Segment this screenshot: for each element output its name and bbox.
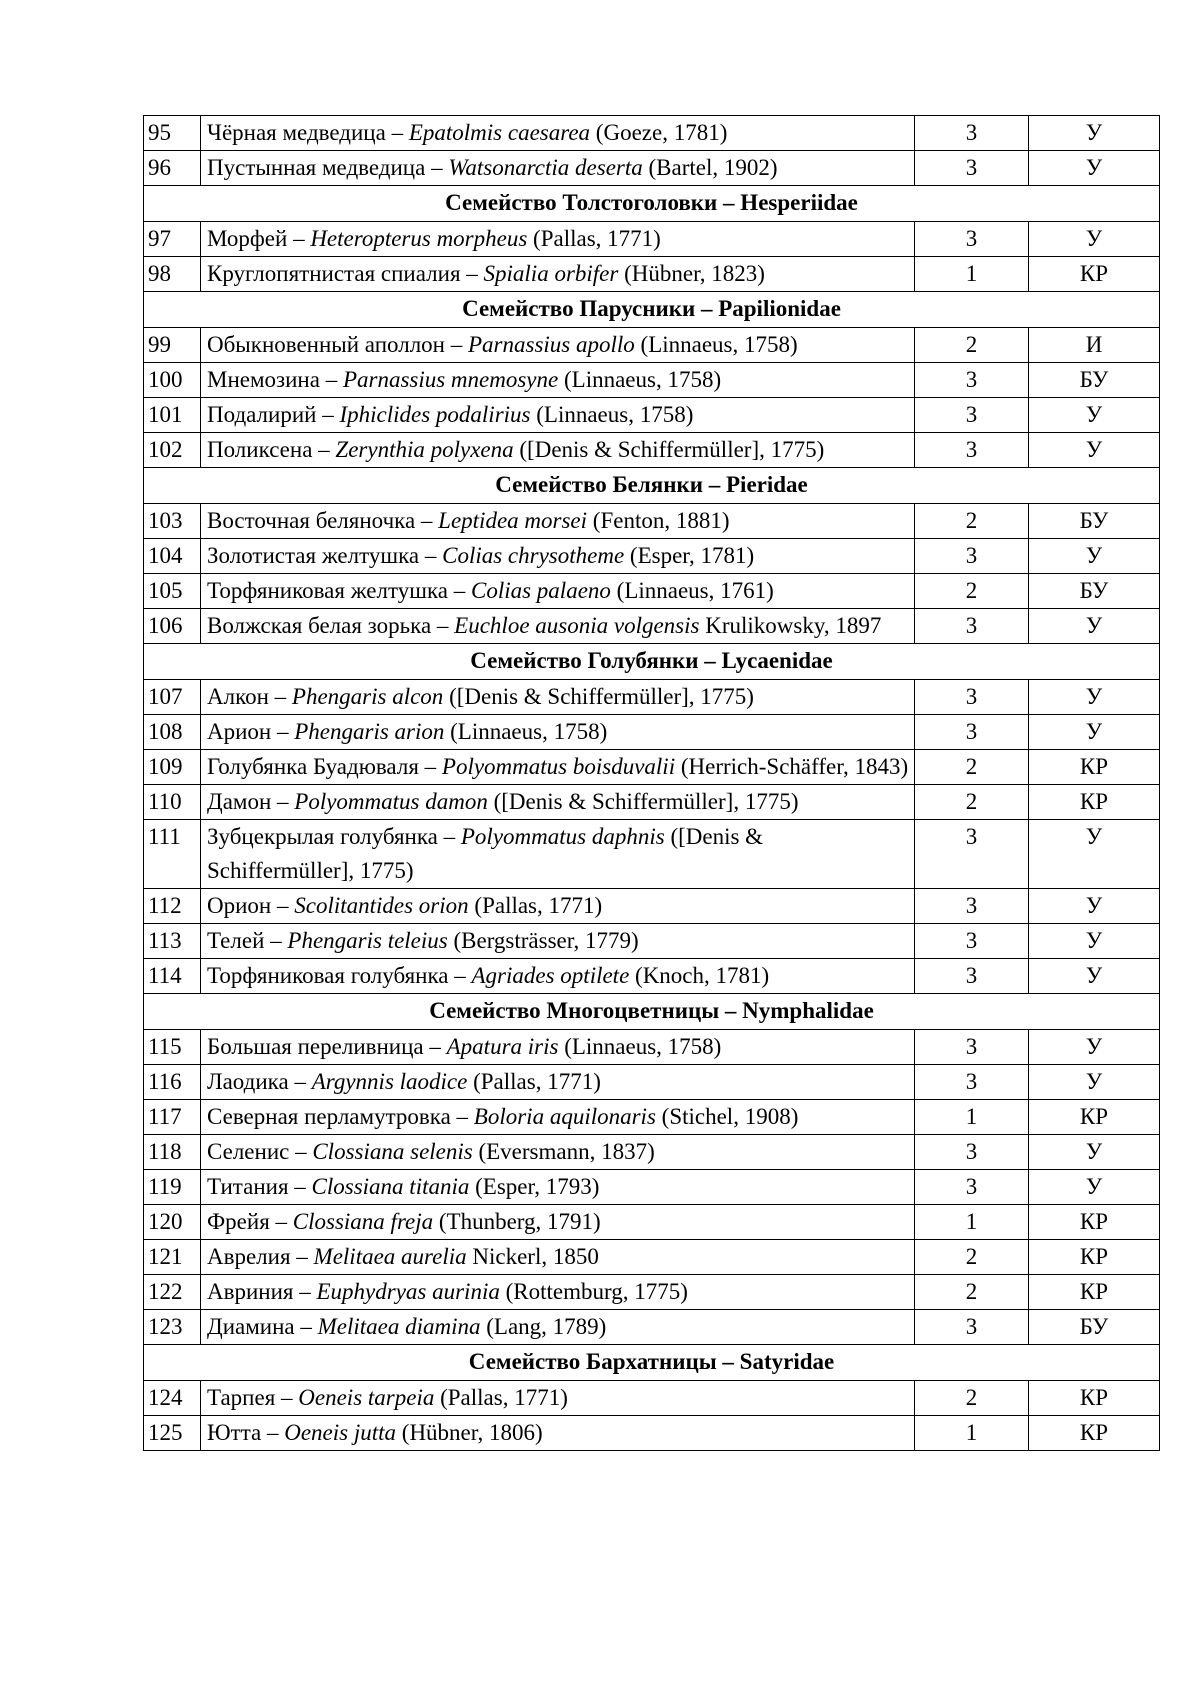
- species-number: 106: [144, 609, 201, 644]
- species-description: [201, 1065, 915, 1100]
- name-separator: –: [447, 578, 471, 603]
- name-separator: –: [418, 754, 442, 779]
- species-scientific-name: Polyommatus damon: [294, 789, 488, 814]
- name-separator: –: [450, 1104, 474, 1129]
- species-description: [201, 363, 915, 398]
- species-scientific-name: Phengaris arion: [294, 719, 445, 744]
- species-description: [201, 924, 915, 959]
- species-authority: (Stichel, 1908): [655, 1104, 799, 1129]
- species-number: 124: [144, 1381, 201, 1416]
- species-number: 123: [144, 1310, 201, 1345]
- species-authority: ([Denis & Schiffermüller], 1775): [487, 789, 799, 814]
- rarity-category: 3: [915, 820, 1029, 889]
- species-authority: (Pallas, 1771): [434, 1385, 568, 1410]
- species-number: 104: [144, 539, 201, 574]
- species-row: [144, 750, 1160, 785]
- family-header-row: [144, 994, 1160, 1030]
- protection-status: КР: [1029, 1416, 1160, 1451]
- species-row: [144, 574, 1160, 609]
- species-number: 101: [144, 398, 201, 433]
- species-number: 103: [144, 504, 201, 539]
- species-row: [144, 1310, 1160, 1345]
- species-number: 109: [144, 750, 201, 785]
- species-scientific-name: Oeneis tarpeia: [298, 1385, 435, 1410]
- species-scientific-name: Leptidea morsei: [438, 508, 588, 533]
- protection-status: КР: [1029, 257, 1160, 292]
- species-authority: (Fenton, 1881): [587, 508, 730, 533]
- rarity-category: 3: [915, 433, 1029, 468]
- species-table: [143, 115, 1160, 1451]
- name-separator: –: [312, 437, 336, 462]
- species-row: [144, 1205, 1160, 1240]
- name-separator: –: [261, 1420, 285, 1445]
- species-russian-name: Волжская белая зорька: [207, 613, 432, 638]
- species-description: [201, 889, 915, 924]
- species-scientific-name: Zerynthia polyxena: [335, 437, 514, 462]
- rarity-category: 2: [915, 328, 1029, 363]
- protection-status: У: [1029, 398, 1160, 433]
- family-title: Семейство Парусники – Papilionidae: [144, 292, 1160, 328]
- species-scientific-name: Agriades optilete: [471, 963, 630, 988]
- species-number: 98: [144, 257, 201, 292]
- protection-status: КР: [1029, 750, 1160, 785]
- name-separator: –: [385, 120, 409, 145]
- species-number: 115: [144, 1030, 201, 1065]
- species-description: [201, 1100, 915, 1135]
- species-number: 114: [144, 959, 201, 994]
- species-number: 105: [144, 574, 201, 609]
- rarity-category: 3: [915, 924, 1029, 959]
- species-row: [144, 504, 1160, 539]
- species-authority: (Pallas, 1771): [467, 1069, 601, 1094]
- name-separator: –: [460, 261, 484, 286]
- species-russian-name: Фрейя: [207, 1209, 270, 1234]
- name-separator: –: [316, 402, 340, 427]
- species-row: [144, 539, 1160, 574]
- species-description: [201, 222, 915, 257]
- species-scientific-name: Epatolmis caesarea: [408, 120, 591, 145]
- rarity-category: 3: [915, 116, 1029, 151]
- name-separator: –: [271, 789, 295, 814]
- name-separator: –: [268, 684, 292, 709]
- species-scientific-name: Colias chrysotheme: [442, 543, 625, 568]
- species-row: [144, 151, 1160, 186]
- family-title: Семейство Голубянки – Lycaenidae: [144, 644, 1160, 680]
- rarity-category: 3: [915, 151, 1029, 186]
- species-description: [201, 433, 915, 468]
- species-scientific-name: Phengaris alcon: [291, 684, 444, 709]
- species-scientific-name: Polyommatus daphnis: [460, 824, 665, 849]
- species-scientific-name: Boloria aquilonaris: [473, 1104, 656, 1129]
- species-authority: ([Denis & Schiffermüller], 1775): [513, 437, 825, 462]
- species-russian-name: Селенис: [207, 1139, 290, 1164]
- species-row: [144, 680, 1160, 715]
- species-row: [144, 116, 1160, 151]
- rarity-category: 2: [915, 750, 1029, 785]
- species-number: 97: [144, 222, 201, 257]
- protection-status: У: [1029, 680, 1160, 715]
- species-number: 120: [144, 1205, 201, 1240]
- species-authority: (Hübner, 1806): [396, 1420, 543, 1445]
- family-title: Семейство Бархатницы – Satyridae: [144, 1345, 1160, 1381]
- species-russian-name: Авриния: [207, 1279, 294, 1304]
- species-number: 113: [144, 924, 201, 959]
- rarity-category: 3: [915, 715, 1029, 750]
- species-row: [144, 1030, 1160, 1065]
- species-scientific-name: Scolitantides orion: [294, 893, 469, 918]
- species-description: [201, 820, 915, 889]
- rarity-category: 3: [915, 539, 1029, 574]
- species-row: [144, 398, 1160, 433]
- species-scientific-name: Melitaea aurelia: [313, 1244, 467, 1269]
- species-description: [201, 750, 915, 785]
- species-russian-name: Диамина: [207, 1314, 295, 1339]
- rarity-category: 2: [915, 1381, 1029, 1416]
- protection-status: У: [1029, 539, 1160, 574]
- species-number: 122: [144, 1275, 201, 1310]
- species-description: [201, 574, 915, 609]
- species-row: [144, 363, 1160, 398]
- species-description: [201, 1170, 915, 1205]
- species-description: [201, 1416, 915, 1451]
- species-number: 112: [144, 889, 201, 924]
- rarity-category: 3: [915, 1310, 1029, 1345]
- species-description: [201, 328, 915, 363]
- protection-status: БУ: [1029, 504, 1160, 539]
- species-scientific-name: Watsonarctia deserta: [448, 155, 643, 180]
- species-russian-name: Северная перламутровка: [207, 1104, 451, 1129]
- species-russian-name: Зубцекрылая голубянка: [207, 824, 438, 849]
- species-number: 95: [144, 116, 201, 151]
- species-russian-name: Поликсена: [207, 437, 313, 462]
- species-row: [144, 609, 1160, 644]
- protection-status: КР: [1029, 1275, 1160, 1310]
- species-number: 102: [144, 433, 201, 468]
- species-authority: (Thunberg, 1791): [433, 1209, 601, 1234]
- name-separator: –: [264, 928, 288, 953]
- rarity-category: 1: [915, 1416, 1029, 1451]
- family-header-row: [144, 1345, 1160, 1381]
- protection-status: У: [1029, 222, 1160, 257]
- species-row: [144, 222, 1160, 257]
- rarity-category: 1: [915, 257, 1029, 292]
- species-scientific-name: Euchloe ausonia volgensis: [454, 613, 700, 638]
- species-row: [144, 924, 1160, 959]
- species-russian-name: Мнемозина: [207, 367, 320, 392]
- species-scientific-name: Oeneis jutta: [284, 1420, 397, 1445]
- name-separator: –: [448, 963, 472, 988]
- name-separator: –: [415, 508, 439, 533]
- species-russian-name: Титания: [207, 1174, 289, 1199]
- species-scientific-name: Polyommatus boisduvalii: [441, 754, 676, 779]
- protection-status: КР: [1029, 1205, 1160, 1240]
- species-russian-name: Морфей: [207, 226, 288, 251]
- species-russian-name: Телей: [207, 928, 265, 953]
- species-authority: (Linnaeus, 1758): [558, 1034, 722, 1059]
- name-separator: –: [271, 893, 295, 918]
- species-row: [144, 1065, 1160, 1100]
- species-russian-name: Ютта: [207, 1420, 262, 1445]
- species-number: 119: [144, 1170, 201, 1205]
- species-description: [201, 398, 915, 433]
- protection-status: У: [1029, 1065, 1160, 1100]
- protection-status: У: [1029, 1030, 1160, 1065]
- species-authority: (Eversmann, 1837): [472, 1139, 655, 1164]
- species-row: [144, 820, 1160, 889]
- family-header-row: [144, 186, 1160, 222]
- protection-status: КР: [1029, 785, 1160, 820]
- species-authority: (Linnaeus, 1758): [558, 367, 722, 392]
- rarity-category: 3: [915, 1170, 1029, 1205]
- species-description: [201, 1030, 915, 1065]
- name-separator: –: [437, 824, 461, 849]
- species-number: 121: [144, 1240, 201, 1275]
- species-authority: (Knoch, 1781): [629, 963, 770, 988]
- species-authority: ([Denis & Schiffermüller], 1775): [207, 824, 764, 883]
- species-russian-name: Лаодика: [207, 1069, 289, 1094]
- species-authority: (Rottemburg, 1775): [499, 1279, 688, 1304]
- species-authority: (Bartel, 1902): [642, 155, 778, 180]
- protection-status: БУ: [1029, 1310, 1160, 1345]
- species-number: 117: [144, 1100, 201, 1135]
- protection-status: У: [1029, 433, 1160, 468]
- species-russian-name: Дамон: [207, 789, 272, 814]
- rarity-category: 3: [915, 1135, 1029, 1170]
- rarity-category: 3: [915, 363, 1029, 398]
- species-row: [144, 1381, 1160, 1416]
- species-russian-name: Тарпея: [207, 1385, 276, 1410]
- species-row: [144, 1416, 1160, 1451]
- protection-status: У: [1029, 1170, 1160, 1205]
- protection-status: И: [1029, 328, 1160, 363]
- species-russian-name: Золотистая желтушка: [207, 543, 420, 568]
- species-number: 100: [144, 363, 201, 398]
- species-scientific-name: Argynnis laodice: [311, 1069, 468, 1094]
- species-description: [201, 680, 915, 715]
- species-number: 110: [144, 785, 201, 820]
- species-russian-name: Пустынная медведица: [207, 155, 426, 180]
- species-authority: (Goeze, 1781): [590, 120, 728, 145]
- name-separator: –: [294, 1314, 318, 1339]
- name-separator: –: [290, 1244, 314, 1269]
- rarity-category: 3: [915, 1065, 1029, 1100]
- protection-status: У: [1029, 151, 1160, 186]
- rarity-category: 3: [915, 959, 1029, 994]
- species-description: [201, 959, 915, 994]
- species-scientific-name: Clossiana selenis: [312, 1139, 473, 1164]
- species-number: 125: [144, 1416, 201, 1451]
- species-russian-name: Орион: [207, 893, 272, 918]
- rarity-category: 3: [915, 1030, 1029, 1065]
- name-separator: –: [293, 1279, 317, 1304]
- species-scientific-name: Heteropterus morpheus: [310, 226, 528, 251]
- species-russian-name: Торфяниковая голубянка: [207, 963, 449, 988]
- species-description: [201, 715, 915, 750]
- protection-status: У: [1029, 715, 1160, 750]
- species-number: 96: [144, 151, 201, 186]
- species-russian-name: Подалирий: [207, 402, 317, 427]
- species-description: [201, 151, 915, 186]
- species-russian-name: Торфяниковая желтушка: [207, 578, 448, 603]
- species-row: [144, 328, 1160, 363]
- species-authority: (Linnaeus, 1758): [634, 332, 798, 357]
- rarity-category: 2: [915, 574, 1029, 609]
- species-description: [201, 504, 915, 539]
- species-scientific-name: Spialia orbifer: [483, 261, 619, 286]
- species-row: [144, 959, 1160, 994]
- species-scientific-name: Iphiclides podalirius: [339, 402, 531, 427]
- species-russian-name: Восточная беляночка: [207, 508, 416, 533]
- species-description: [201, 1135, 915, 1170]
- species-authority: Nickerl, 1850: [466, 1244, 599, 1269]
- species-russian-name: Большая переливница: [207, 1034, 424, 1059]
- species-authority: (Linnaeus, 1758): [444, 719, 608, 744]
- rarity-category: 3: [915, 222, 1029, 257]
- species-authority: (Hübner, 1823): [618, 261, 765, 286]
- species-row: [144, 433, 1160, 468]
- species-scientific-name: Clossiana titania: [311, 1174, 470, 1199]
- protection-status: У: [1029, 820, 1160, 889]
- species-russian-name: Круглопятнистая спиалия: [207, 261, 461, 286]
- rarity-category: 2: [915, 504, 1029, 539]
- species-russian-name: Аврелия: [207, 1244, 291, 1269]
- rarity-category: 2: [915, 785, 1029, 820]
- name-separator: –: [275, 1385, 299, 1410]
- species-number: 111: [144, 820, 201, 889]
- rarity-category: 1: [915, 1100, 1029, 1135]
- species-description: [201, 1275, 915, 1310]
- protection-status: КР: [1029, 1100, 1160, 1135]
- species-number: 116: [144, 1065, 201, 1100]
- name-separator: –: [271, 719, 295, 744]
- species-description: [201, 1240, 915, 1275]
- name-separator: –: [431, 613, 455, 638]
- species-description: [201, 116, 915, 151]
- species-russian-name: Алкон: [207, 684, 269, 709]
- species-russian-name: Чёрная медведица: [207, 120, 386, 145]
- name-separator: –: [289, 1139, 313, 1164]
- species-russian-name: Голубянка Буадюваля: [207, 754, 419, 779]
- rarity-category: 3: [915, 680, 1029, 715]
- name-separator: –: [269, 1209, 293, 1234]
- species-scientific-name: Parnassius mnemosyne: [342, 367, 559, 392]
- species-number: 99: [144, 328, 201, 363]
- name-separator: –: [319, 367, 343, 392]
- species-row: [144, 257, 1160, 292]
- species-authority: (Esper, 1781): [624, 543, 755, 568]
- species-scientific-name: Apatura iris: [446, 1034, 559, 1059]
- name-separator: –: [288, 1069, 312, 1094]
- species-russian-name: Арион: [207, 719, 272, 744]
- species-authority: (Linnaeus, 1758): [530, 402, 694, 427]
- protection-status: У: [1029, 609, 1160, 644]
- species-number: 118: [144, 1135, 201, 1170]
- protection-status: КР: [1029, 1240, 1160, 1275]
- species-row: [144, 889, 1160, 924]
- protection-status: У: [1029, 1135, 1160, 1170]
- species-row: [144, 785, 1160, 820]
- species-description: [201, 609, 915, 644]
- species-scientific-name: Melitaea diamina: [317, 1314, 481, 1339]
- species-number: 107: [144, 680, 201, 715]
- rarity-category: 3: [915, 889, 1029, 924]
- species-scientific-name: Euphydryas aurinia: [316, 1279, 500, 1304]
- protection-status: У: [1029, 889, 1160, 924]
- species-number: 108: [144, 715, 201, 750]
- species-authority: (Bergsträsser, 1779): [447, 928, 639, 953]
- species-authority: (Linnaeus, 1761): [610, 578, 774, 603]
- name-separator: –: [445, 332, 468, 357]
- rarity-category: 3: [915, 609, 1029, 644]
- family-title: Семейство Толстоголовки – Hesperiidae: [144, 186, 1160, 222]
- species-authority: Krulikowsky, 1897: [699, 613, 882, 638]
- name-separator: –: [419, 543, 443, 568]
- species-russian-name: Обыкновенный аполлон: [207, 332, 445, 357]
- species-description: [201, 1310, 915, 1345]
- species-authority: (Pallas, 1771): [527, 226, 661, 251]
- family-header-row: [144, 644, 1160, 680]
- species-description: [201, 785, 915, 820]
- species-authority: (Lang, 1789): [480, 1314, 607, 1339]
- species-row: [144, 1100, 1160, 1135]
- family-header-row: [144, 468, 1160, 504]
- species-row: [144, 715, 1160, 750]
- species-scientific-name: Parnassius apollo: [468, 332, 635, 357]
- species-authority: (Esper, 1793): [469, 1174, 600, 1199]
- name-separator: –: [287, 226, 311, 251]
- species-authority: (Herrich-Schäffer, 1843): [675, 754, 909, 779]
- protection-status: БУ: [1029, 363, 1160, 398]
- rarity-category: 2: [915, 1240, 1029, 1275]
- species-description: [201, 257, 915, 292]
- rarity-category: 1: [915, 1205, 1029, 1240]
- rarity-category: 3: [915, 398, 1029, 433]
- species-description: [201, 539, 915, 574]
- family-title: Семейство Белянки – Pieridae: [144, 468, 1160, 504]
- species-description: [201, 1381, 915, 1416]
- species-row: [144, 1170, 1160, 1205]
- rarity-category: 2: [915, 1275, 1029, 1310]
- species-row: [144, 1135, 1160, 1170]
- species-authority: (Pallas, 1771): [468, 893, 603, 918]
- species-scientific-name: Clossiana freja: [292, 1209, 434, 1234]
- family-title: Семейство Многоцветницы – Nymphalidae: [144, 994, 1160, 1030]
- species-row: [144, 1240, 1160, 1275]
- protection-status: КР: [1029, 1381, 1160, 1416]
- name-separator: –: [425, 155, 449, 180]
- protection-status: У: [1029, 116, 1160, 151]
- name-separator: –: [288, 1174, 312, 1199]
- table-body: [144, 116, 1160, 1451]
- protection-status: БУ: [1029, 574, 1160, 609]
- species-row: [144, 1275, 1160, 1310]
- family-header-row: [144, 292, 1160, 328]
- species-scientific-name: Phengaris teleius: [287, 928, 448, 953]
- protection-status: У: [1029, 924, 1160, 959]
- species-description: [201, 1205, 915, 1240]
- species-scientific-name: Colias palaeno: [470, 578, 611, 603]
- protection-status: У: [1029, 959, 1160, 994]
- species-authority: ([Denis & Schiffermüller], 1775): [443, 684, 754, 709]
- name-separator: –: [423, 1034, 447, 1059]
